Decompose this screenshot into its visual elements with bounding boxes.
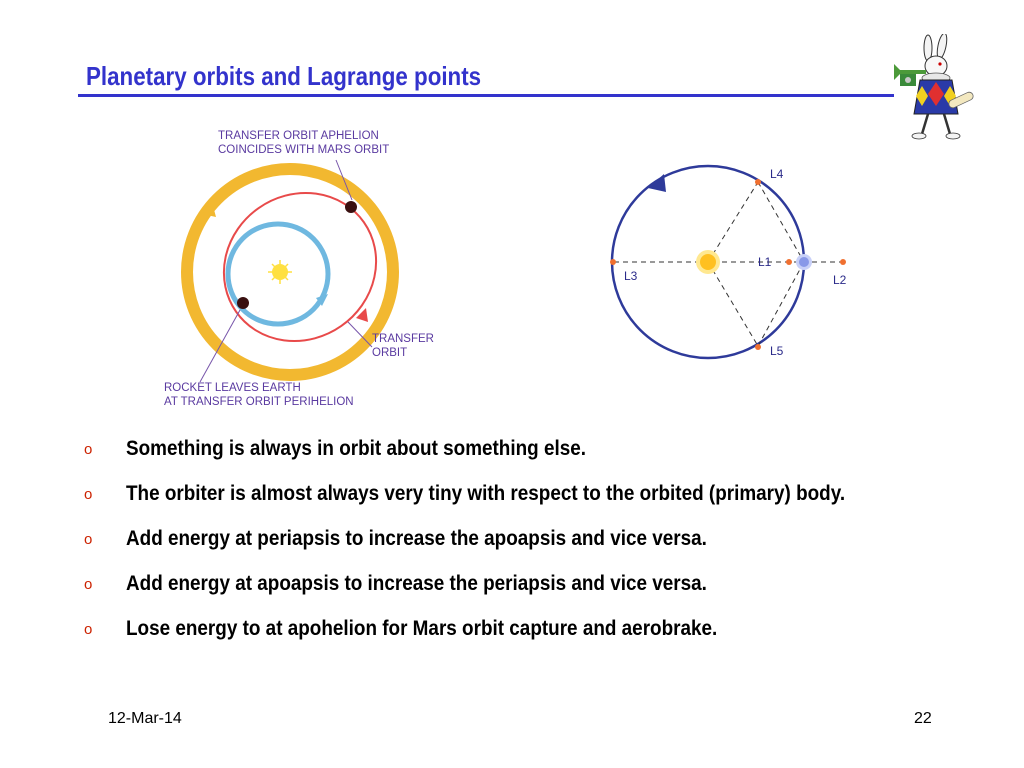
l2-marker [840, 259, 846, 265]
bullet-text: The orbiter is almost always very tiny with respect to the orbited (primary) body. [126, 482, 846, 505]
bullet-marker: o [84, 441, 93, 458]
l5-marker [755, 344, 761, 350]
bullet-item [84, 567, 984, 601]
hohmann-transfer-diagram [160, 122, 460, 422]
bullet-item [84, 477, 984, 511]
footer-date: 12-Mar-14 [108, 710, 182, 727]
bullet-marker: o [84, 576, 93, 593]
earth-position [237, 297, 249, 309]
sun [700, 254, 716, 270]
aphelion-label-line2: COINCIDES WITH MARS ORBIT [218, 144, 390, 156]
l3-label: L3 [624, 269, 638, 283]
perihelion-label-line1: ROCKET LEAVES EARTH [164, 382, 301, 394]
l5-label: L5 [770, 344, 784, 358]
bullet-item [84, 612, 984, 646]
mars-position [345, 201, 357, 213]
title-underline [78, 94, 894, 97]
l4-label: L4 [770, 167, 784, 181]
slide-title: Planetary orbits and Lagrange points [86, 61, 482, 91]
bullet-text: Add energy at periapsis to increase the apoapsis and vice versa. [126, 527, 707, 550]
bullet-marker: o [84, 531, 93, 548]
l4-marker [755, 179, 761, 185]
l3-marker [610, 259, 616, 265]
white-rabbit-logo [892, 34, 982, 142]
perihelion-label-line2: AT TRANSFER ORBIT PERIHELION [164, 396, 354, 408]
bullet-item [84, 522, 984, 556]
bullet-text: Add energy at apoapsis to increase the periapsis and vice versa. [126, 572, 707, 595]
aphelion-label-line1: TRANSFER ORBIT APHELION [218, 130, 379, 142]
transfer-label-line2: ORBIT [372, 347, 408, 359]
page-number: 22 [914, 710, 932, 727]
lagrange-points-diagram [600, 160, 862, 366]
planet [799, 257, 809, 267]
transfer-label-line1: TRANSFER [372, 333, 434, 345]
orbit-direction-arrow [648, 174, 666, 192]
l1-marker [786, 259, 792, 265]
l1-label: L1 [758, 255, 772, 269]
l2-label: L2 [833, 273, 847, 287]
bullet-list [84, 432, 984, 657]
bullet-item [84, 432, 984, 466]
bullet-text: Lose energy to at apohelion for Mars orbit capture and aerobrake. [126, 617, 718, 640]
bullet-text: Something is always in orbit about something else. [126, 437, 586, 460]
sun-rays [268, 260, 292, 284]
bullet-marker: o [84, 621, 93, 638]
bullet-marker: o [84, 486, 93, 503]
